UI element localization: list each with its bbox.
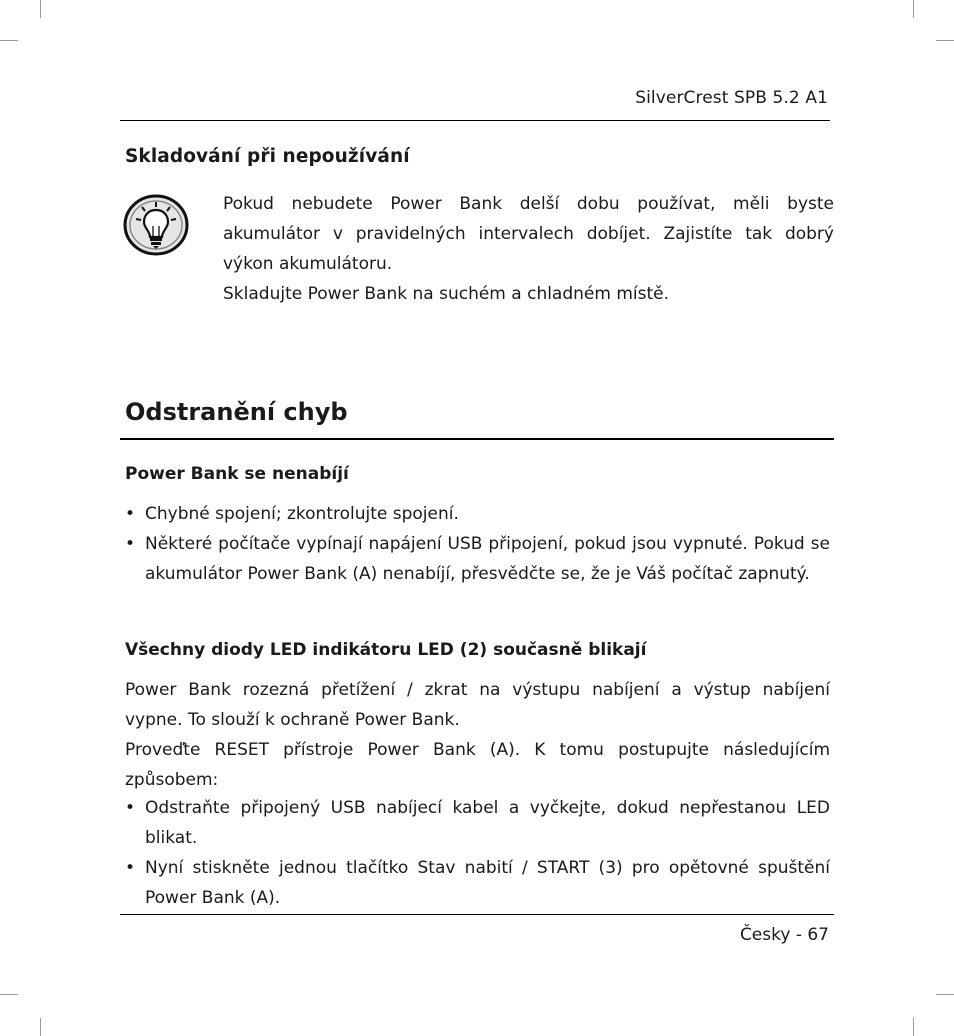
storage-tip-line: Pokud nebudete Power Bank delší dobu používat, měli byste [223, 194, 834, 214]
crop-mark [913, 0, 914, 18]
paragraph-line: Proveďte RESET přístroje Power Bank (A). K tomu postupujte následujícím [125, 740, 830, 760]
section2-heading: Všechny diody LED indikátoru LED (2) současně blikají [125, 640, 647, 660]
crop-mark [0, 994, 18, 995]
list-item: • Některé počítače vypínají napájení USB připojení, pokud jsou vypnuté. Pokud se akumulátor Power Bank (A) nenabíjí, přesvědčte se, že je Váš počítač zapnutý. [125, 529, 830, 589]
lightbulb-tip-icon [122, 193, 190, 257]
header-product-name: SilverCrest SPB 5.2 A1 [635, 88, 828, 108]
crop-mark [40, 0, 41, 18]
section1-bullet-list [125, 499, 830, 589]
paragraph-line: vypne. To slouží k ochraně Power Bank. [125, 710, 460, 730]
footer-rule [120, 914, 834, 915]
section2-bullet-list [125, 793, 830, 913]
paragraph-line: způsobem: [125, 770, 219, 790]
list-item: • Chybné spojení; zkontrolujte spojení. [125, 499, 830, 529]
header-rule [120, 120, 830, 121]
list-item: • Odstraňte připojený USB nabíjecí kabel a vyčkejte, dokud nepřestanou LED blikat. [125, 793, 830, 853]
section2-paragraph [125, 675, 830, 795]
crop-mark [40, 1018, 41, 1036]
crop-mark [936, 994, 954, 995]
storage-tip-line: výkon akumulátoru. [223, 254, 393, 274]
list-item: • Nyní stiskněte jednou tlačítko Stav nabití / START (3) pro opětovné spuštění Power Bank (A). [125, 853, 830, 913]
storage-tip-line: Skladujte Power Bank na suchém a chladném místě. [223, 284, 670, 304]
storage-heading: Skladování při nepoužívání [125, 146, 410, 167]
section1-heading: Power Bank se nenabíjí [125, 464, 349, 484]
storage-tip-line: akumulátor v pravidelných intervalech dobíjet. Zajistíte tak dobrý [223, 224, 834, 244]
paragraph-line: Power Bank rozezná přetížení / zkrat na výstupu nabíjení a výstup nabíjení [125, 680, 830, 700]
crop-mark [913, 1018, 914, 1036]
crop-mark [936, 40, 954, 41]
troubleshooting-rule [120, 438, 834, 440]
crop-mark [0, 40, 18, 41]
troubleshooting-heading: Odstranění chyb [125, 398, 348, 426]
storage-tip-text [223, 189, 834, 309]
page-number: Česky - 67 [739, 925, 829, 945]
